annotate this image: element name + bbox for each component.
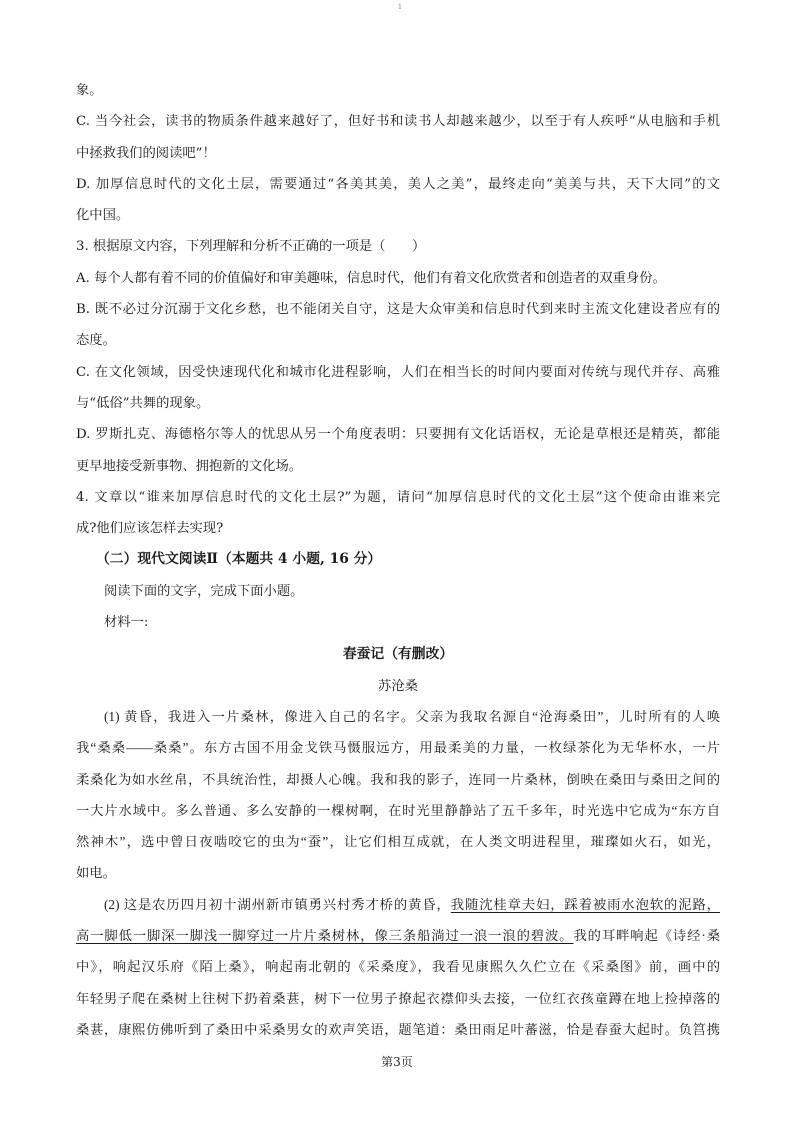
q4-stem-line-2: 成?他们应该怎样去实现? [76, 521, 224, 537]
para1-line-5: 然神木”，选中曾日夜啮咬它的虫为“蚕”，让它们相互成就，在人类文明进程里，璀璨如火石，如光， [76, 834, 720, 850]
article-title: 春蚕记（有删改） [342, 646, 454, 662]
para2-line-1-text: (2) 这是农历四月初十湖州新市镇勇兴村秀才桥的黄昏， [104, 896, 451, 912]
q2-option-d-line-1: D. 加厚信息时代的文化土层，需要通过“各美其美，美人之美”，最终走向“美美与共，天下大同”的文 [76, 176, 720, 192]
continuation-line: 象。 [76, 83, 103, 98]
q4-stem-line-1: 4. 文章以“谁来加厚信息时代的文化土层?”为题，请问“加厚信息时代的文化土层”这个使命由谁来完 [76, 489, 720, 505]
para2-line-3: 中》，响起汉乐府《陌上桑》，响起南北朝的《采桑度》，我看见康熙久久伫立在《采桑图》前，画中的 [76, 959, 720, 975]
para2-line-2-text: 我的耳畔响起《诗经·桑 [573, 928, 720, 944]
reading-instruction: 阅读下面的文字，完成下面小题。 [104, 583, 304, 599]
para2-line-4: 年轻男子爬在桑树上往树下扔着桑葚，树下一位男子撩起衣襟仰头去接，一位红衣孩童蹲在地上捡掉落的 [76, 990, 720, 1006]
q3-stem: 3. 根据原文内容，下列理解和分析不正确的一项是（ ） [76, 239, 426, 255]
section-heading: （二）现代文阅读Ⅱ（本题共 4 小题, 16 分） [96, 551, 382, 568]
para1-line-4: 一大片水域中。多么普通、多么安静的一棵树啊，在时光里静静站了五千多年，时光选中它成为“东方自 [76, 802, 720, 818]
q2-option-c-line-1: C. 当今社会，读书的物质条件越来越好了，但好书和读书人却越来越少，以至于有人疾呼“从电脑和手机 [76, 114, 720, 130]
article-author: 苏沧桑 [378, 677, 418, 693]
q2-option-c-line-2: 中拯救我们的阅读吧”！ [76, 145, 216, 161]
para1-line-1: (1) 黄昏，我进入一片桑林，像进入自己的名字。父亲为我取名源自“沧海桑田”，儿时所有的人唤 [104, 708, 720, 724]
para1-line-6: 如电。 [76, 865, 116, 881]
q3-option-b-line-1: B. 既不必过分沉溺于文化乡愁，也不能闭关自守，这是大众审美和信息时代到来时主流文化建设者应有的 [76, 302, 720, 318]
para2-line-1 [76, 889, 720, 920]
page-mark: 1 [397, 3, 403, 11]
underlined-passage-part-2: 高一脚低一脚深一脚浅一脚穿过一片片桑树林，像三条船淌过一浪一浪的碧波。 [76, 928, 574, 944]
q2-option-d-line-2: 化中国。 [76, 208, 130, 224]
para2-line-2 [76, 920, 720, 951]
material-label: 材料一: [104, 615, 149, 631]
q3-option-c-line-1: C. 在文化领域，因受快速现代化和城市化进程影响，人们在相当长的时间内要面对传统与现代并存、高雅 [76, 364, 720, 380]
para1-line-3: 柔桑化为如水丝帛，不具统治性，却摄人心魄。我和我的影子，连同一片桑林，倒映在桑田与桑田之间的 [76, 771, 720, 787]
q3-option-d-line-2: 更早地接受新事物、拥抱新的文化场。 [76, 458, 303, 474]
para2-line-5: 桑葚，康熙仿佛听到了桑田中采桑男女的欢声笑语，题笔道：桑田雨足叶蕃滋，恰是春蚕大起时。负筥携 [76, 1021, 720, 1037]
q3-option-a: A. 每个人都有着不同的价值偏好和审美趣味，信息时代，他们有着文化欣赏者和创造者的双重身份。 [76, 270, 666, 286]
page-number: 第3页 [381, 1055, 413, 1069]
exam-page-body [76, 75, 720, 1045]
underlined-passage-part-1: 我随沈桂章夫妇，踩着被雨水泡软的泥路， [450, 896, 720, 912]
para1-line-2: 我“桑桑——桑桑”。东方古国不用金戈铁马慑服远方，用最柔美的力量，一枚绿茶化为无华杯水，一片 [76, 740, 720, 756]
q3-option-d-line-1: D. 罗斯扎克、海德格尔等人的忧思从另一个角度表明：只要拥有文化话语权，无论是草根还是精英，都能 [76, 427, 720, 443]
q3-option-b-line-2: 态度。 [76, 333, 116, 349]
q3-option-c-line-2: 与“低俗”共舞的现象。 [76, 395, 210, 411]
